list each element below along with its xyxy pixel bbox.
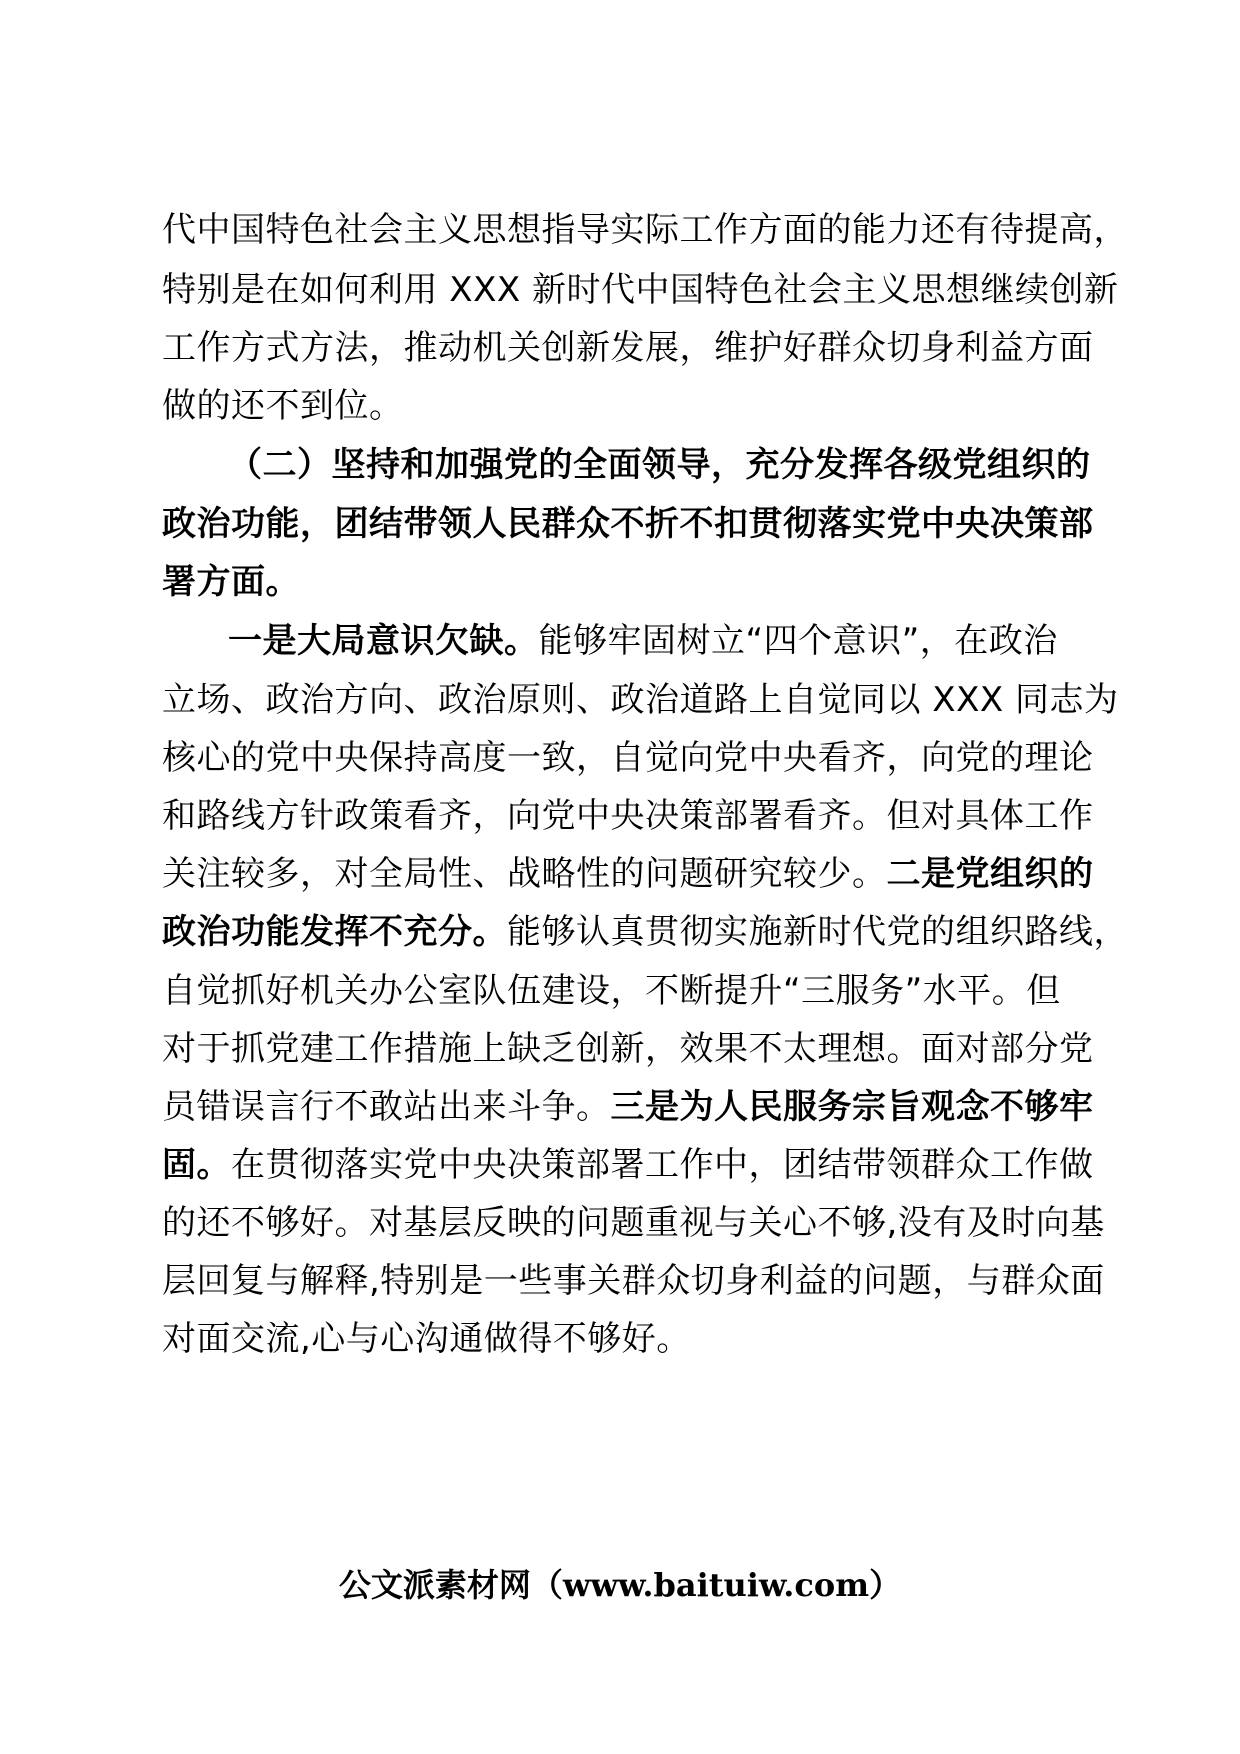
line-text: 工作方式方法，推动机关创新发展，维护好群众切身利益方面 (162, 328, 1094, 368)
line-text: 层回复与解释,特别是一些事关群众切身利益的问题，与群众面 (162, 1261, 1105, 1301)
body-line-15 (162, 1019, 1122, 1079)
line-text: 能够牢固树立“四个意识”，在政治 (538, 621, 1058, 661)
line-text: 的还不够好。对基层反映的问题重视与关心不够,没有及时向基 (162, 1203, 1105, 1243)
line-text: 做的还不到位。 (162, 386, 404, 426)
body-line-13 (162, 902, 1128, 962)
body-line-2 (162, 260, 1122, 320)
body-line-19 (162, 1251, 1122, 1311)
line-text: 对面交流,心与心沟通做得不够好。 (162, 1319, 691, 1359)
line-text: 核心的党中央保持高度一致，自觉向党中央看齐，向党的理论 (162, 738, 1094, 778)
line-text: 员错误言行不敢站出来斗争。 (162, 1087, 611, 1127)
footer-source: 公文派素材网（www.baituiw.com） (338, 1566, 902, 1604)
body-line-9 (162, 670, 1122, 730)
point-title-2: 二是党组织的 (886, 854, 1094, 894)
point-title-2-cont: 政治功能发挥不充分。 (162, 912, 507, 952)
line-text: 能够认真贯彻实施新时代党的组织路线， (507, 912, 1128, 952)
body-line-17 (162, 1135, 1122, 1195)
line-text: 对于抓党建工作措施上缺乏创新，效果不太理想。面对部分党 (162, 1029, 1094, 1069)
body-line-14 (162, 961, 1122, 1021)
body-line-18 (162, 1193, 1122, 1253)
point-title-1: 一是大局意识欠缺。 (228, 621, 539, 661)
body-line-16 (162, 1077, 1122, 1137)
body-line-8 (228, 611, 1188, 671)
body-line-12 (162, 844, 1122, 904)
section-heading-text: 署方面。 (162, 562, 300, 602)
line-text: 关注较多，对全局性、战略性的问题研究较少。 (162, 854, 887, 894)
section-heading-line-3 (162, 552, 1122, 612)
line-text: 和路线方针政策看齐，向党中央决策部署看齐。但对具体工作 (162, 796, 1094, 836)
line-text: 立场、政治方向、政治原则、政治道路上自觉同以 XXX 同志为 (162, 680, 1119, 720)
line-text: 特别是在如何利用 XXX 新时代中国特色社会主义思想继续创新 (162, 270, 1119, 310)
line-text: 自觉抓好机关办公室队伍建设，不断提升“三服务”水平。但 (162, 971, 1061, 1011)
body-line-20 (162, 1309, 1122, 1369)
line-text: 代中国特色社会主义思想指导实际工作方面的能力还有待提高， (162, 210, 1128, 250)
section-heading-line-1 (228, 435, 1188, 495)
body-line-4 (162, 376, 1122, 436)
body-line-3 (162, 318, 1122, 378)
body-line-10 (162, 728, 1122, 788)
line-text: 在贯彻落实党中央决策部署工作中，团结带领群众工作做 (231, 1145, 1094, 1185)
point-title-3-cont: 固。 (162, 1145, 231, 1185)
body-line-11 (162, 786, 1122, 846)
section-heading-line-2 (162, 494, 1122, 554)
point-title-3: 三是为人民服务宗旨观念不够牢 (610, 1087, 1094, 1127)
body-line-1 (162, 200, 1128, 260)
section-heading-text: （二）坚持和加强党的全面领导，充分发挥各级党组织的 (228, 445, 1091, 485)
section-heading-text: 政治功能，团结带领人民群众不折不扣贯彻落实党中央决策部 (162, 504, 1094, 544)
